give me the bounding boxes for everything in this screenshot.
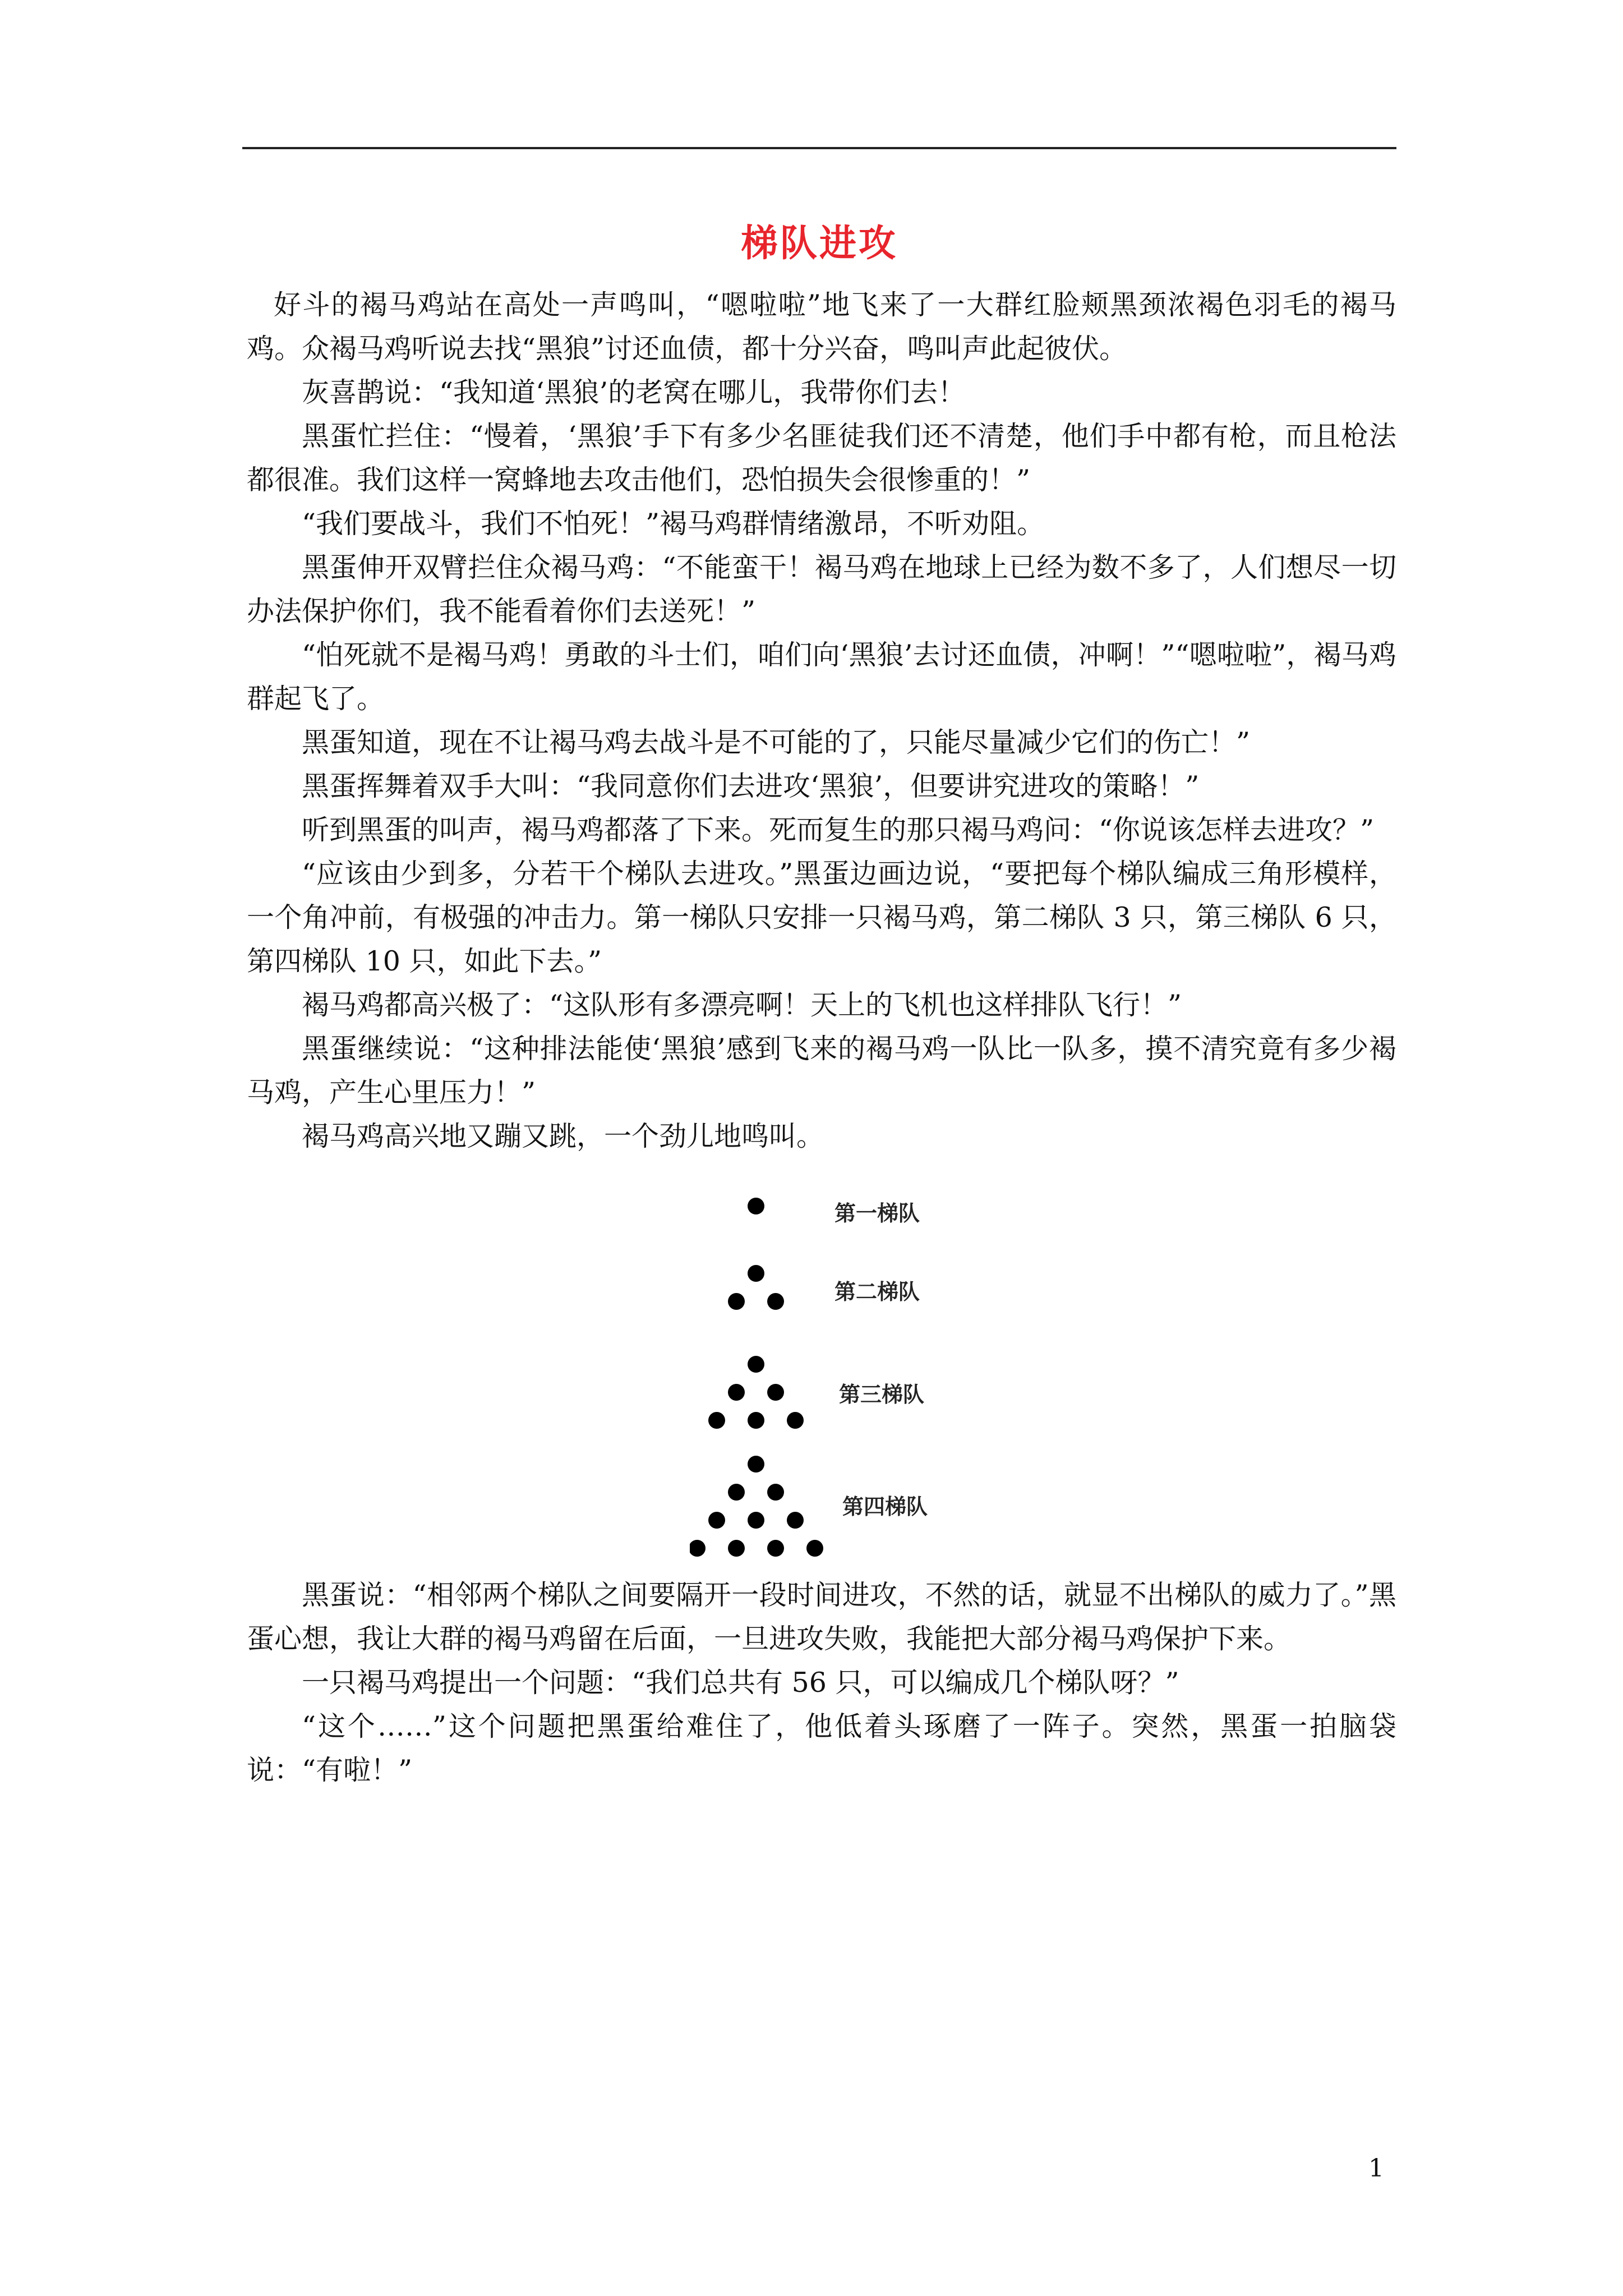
paragraph: 一只褐马鸡提出一个问题：“我们总共有 56 只，可以编成几个梯队呀？” bbox=[302, 1667, 1179, 1699]
echelon-dots bbox=[690, 1184, 981, 1576]
echelon-figure bbox=[690, 1184, 981, 1576]
echelon-dot bbox=[767, 1293, 784, 1310]
echelon-dot bbox=[806, 1540, 823, 1557]
echelon-dot bbox=[708, 1412, 725, 1429]
paragraph: 褐马鸡都高兴极了：“这队形有多漂亮啊！天上的飞机也这样排队飞行！” bbox=[302, 989, 1182, 1021]
echelon-dot bbox=[728, 1293, 745, 1310]
story-body-continued bbox=[247, 1573, 1396, 1792]
paragraph: 听到黑蛋的叫声，褐马鸡都落了下来。死而复生的那只褐马鸡问：“你说该怎样去进攻？” bbox=[302, 814, 1375, 846]
echelon-dot bbox=[690, 1540, 706, 1557]
echelon-dot bbox=[787, 1412, 804, 1429]
story-body bbox=[247, 283, 1396, 1158]
echelon-dot bbox=[728, 1384, 745, 1401]
echelon-dot bbox=[708, 1512, 725, 1529]
echelon-label-4: 第四梯队 bbox=[842, 1494, 928, 1519]
header-rule bbox=[242, 147, 1396, 149]
echelon-label-1: 第一梯队 bbox=[834, 1201, 920, 1226]
paragraph: “怕死就不是褐马鸡！勇敢的斗士们，咱们向‘黑狼’去讨还血债，冲啊！”“嗯啦啦”，褐马鸡群起飞了。 bbox=[247, 639, 1396, 715]
paragraph: 黑蛋知道，现在不让褐马鸡去战斗是不可能的了，只能尽量减少它们的伤亡！” bbox=[302, 726, 1251, 758]
echelon-label-3: 第三梯队 bbox=[839, 1382, 925, 1407]
echelon-dot bbox=[767, 1384, 784, 1401]
echelon-dot bbox=[748, 1265, 764, 1282]
echelon-dot bbox=[748, 1456, 764, 1473]
page-title: 梯队进攻 bbox=[741, 222, 898, 265]
paragraph: 黑蛋挥舞着双手大叫：“我同意你们去进攻‘黑狼’，但要讲究进攻的策略！” bbox=[302, 770, 1200, 802]
paragraph: 黑蛋忙拦住：“慢着，‘黑狼’手下有多少名匪徒我们还不清楚，他们手中都有枪，而且枪法都很准。我们这样一窝蜂地去攻击他们，恐怕损失会很惨重的！” bbox=[247, 420, 1396, 496]
echelon-label-2: 第二梯队 bbox=[834, 1280, 920, 1304]
echelon-dot bbox=[728, 1540, 745, 1557]
paragraph: 好斗的褐马鸡站在高处一声鸣叫，“嗯啦啦”地飞来了一大群红脸颊黑颈浓褐色羽毛的褐马鸡。众褐马鸡听说去找“黑狼”讨还血债，都十分兴奋，鸣叫声此起彼伏。 bbox=[247, 289, 1396, 365]
page-number: 1 bbox=[1368, 2154, 1384, 2183]
paragraph: 灰喜鹊说：“我知道‘黑狼’的老窝在哪儿，我带你们去！ bbox=[302, 376, 966, 408]
echelon-dot bbox=[767, 1484, 784, 1501]
paragraph: “我们要战斗，我们不怕死！”褐马鸡群情绪激昂，不听劝阻。 bbox=[302, 508, 1045, 540]
echelon-dot bbox=[748, 1198, 764, 1214]
paragraph: 褐马鸡高兴地又蹦又跳，一个劲儿地鸣叫。 bbox=[302, 1120, 824, 1152]
paragraph: 黑蛋伸开双臂拦住众褐马鸡：“不能蛮干！褐马鸡在地球上已经为数不多了，人们想尽一切办法保护你们，我不能看着你们去送死！” bbox=[247, 551, 1396, 627]
paragraph: 黑蛋继续说：“这种排法能使‘黑狼’感到飞来的褐马鸡一队比一队多，摸不清究竟有多少褐马鸡，产生心里压力！” bbox=[247, 1033, 1396, 1108]
echelon-dot bbox=[748, 1512, 764, 1529]
echelon-dot bbox=[787, 1512, 804, 1529]
paragraph: 黑蛋说：“相邻两个梯队之间要隔开一段时间进攻，不然的话，就显不出梯队的威力了。”黑蛋心想，我让大群的褐马鸡留在后面，一旦进攻失败，我能把大部分褐马鸡保护下来。 bbox=[247, 1579, 1396, 1655]
echelon-dot bbox=[748, 1356, 764, 1373]
echelon-dot bbox=[748, 1412, 764, 1429]
paragraph: “应该由少到多，分若干个梯队去进攻。”黑蛋边画边说，“要把每个梯队编成三角形模样，一个角冲前，有极强的冲击力。第一梯队只安排一只褐马鸡，第二梯队 3 只，第三梯队 6 只，第四梯队 10 只，如此下去。” bbox=[247, 858, 1396, 977]
echelon-dot bbox=[767, 1540, 784, 1557]
paragraph: “这个……”这个问题把黑蛋给难住了，他低着头琢磨了一阵子。突然，黑蛋一拍脑袋说：“有啦！” bbox=[247, 1710, 1396, 1786]
echelon-dot bbox=[728, 1484, 745, 1501]
